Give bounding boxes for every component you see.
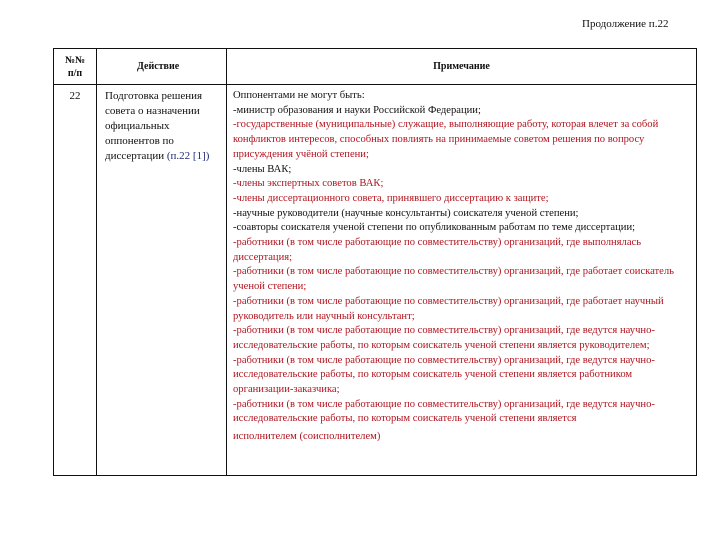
table-header-row (54, 49, 697, 85)
action-text: Подготовка решения совета о назначении официальных оппонентов по диссертации (105, 90, 203, 162)
note-line: -работники (в том числе работающие по совместительству) организаций, где работает соискатель ученой степени; (233, 266, 675, 293)
note-line: -министр образования и науки Российской Федерации; (233, 104, 481, 116)
row-action (97, 85, 227, 476)
column-header-action: Действие (97, 49, 227, 85)
column-header-number-line2: п/п (67, 67, 83, 79)
column-header-note: Примечание (227, 49, 697, 85)
note-line: Оппонентами не могут быть: (233, 90, 365, 101)
note-line: -работники (в том числе работающие по совместительству) организаций, где работает научный руководитель или научный консультант; (233, 295, 664, 322)
continuation-label: Продолжение п.22 (582, 18, 669, 30)
note-line: -работники (в том числе работающие по совместительству) организаций, где выполнялась диссертация; (233, 237, 642, 263)
note-line: исполнителем (соисполнителем) (233, 431, 381, 443)
note-line: -государственные (муниципальные) служащие, выполняющие работу, которая влечет за собой конфликтов интересов, способных повлиять на принимаемые советом решения по вопросу присуждения учёной степени; (233, 119, 659, 160)
note-line: -члены ВАК; (233, 163, 292, 175)
document-table (53, 48, 697, 476)
column-header-number-line1: №№ (64, 54, 86, 66)
column-header-number (54, 49, 97, 85)
action-reference-link[interactable]: (п.22 [1]) (166, 150, 210, 162)
note-line: -работники (в том числе работающие по совместительству) организаций, где ведутся научно-исследовательские работы, по которым соискатель ученой степени является работником организации-заказчика; (233, 354, 655, 396)
row-note (227, 85, 697, 476)
note-line: -работники (в том числе работающие по совместительству) организаций, где ведутся научно-исследовательские работы, по которым соискатель ученой степени является руководителем; (233, 325, 655, 351)
note-line: -члены диссертационного совета, принявшего диссертацию к защите; (233, 192, 549, 204)
note-line: -члены экспертных советов ВАК; (233, 178, 384, 190)
table-row (54, 85, 697, 476)
note-line: -соавторы соискателя ученой степени по опубликованным работам по теме диссертации; (233, 222, 636, 234)
row-number: 22 (54, 85, 97, 476)
note-line: -научные руководители (научные консультанты) соискателя ученой степени; (233, 207, 579, 219)
note-line: -работники (в том числе работающие по совместительству) организаций, где ведутся научно-исследовательские работы, по которым соискатель ученой степени является (233, 398, 655, 425)
